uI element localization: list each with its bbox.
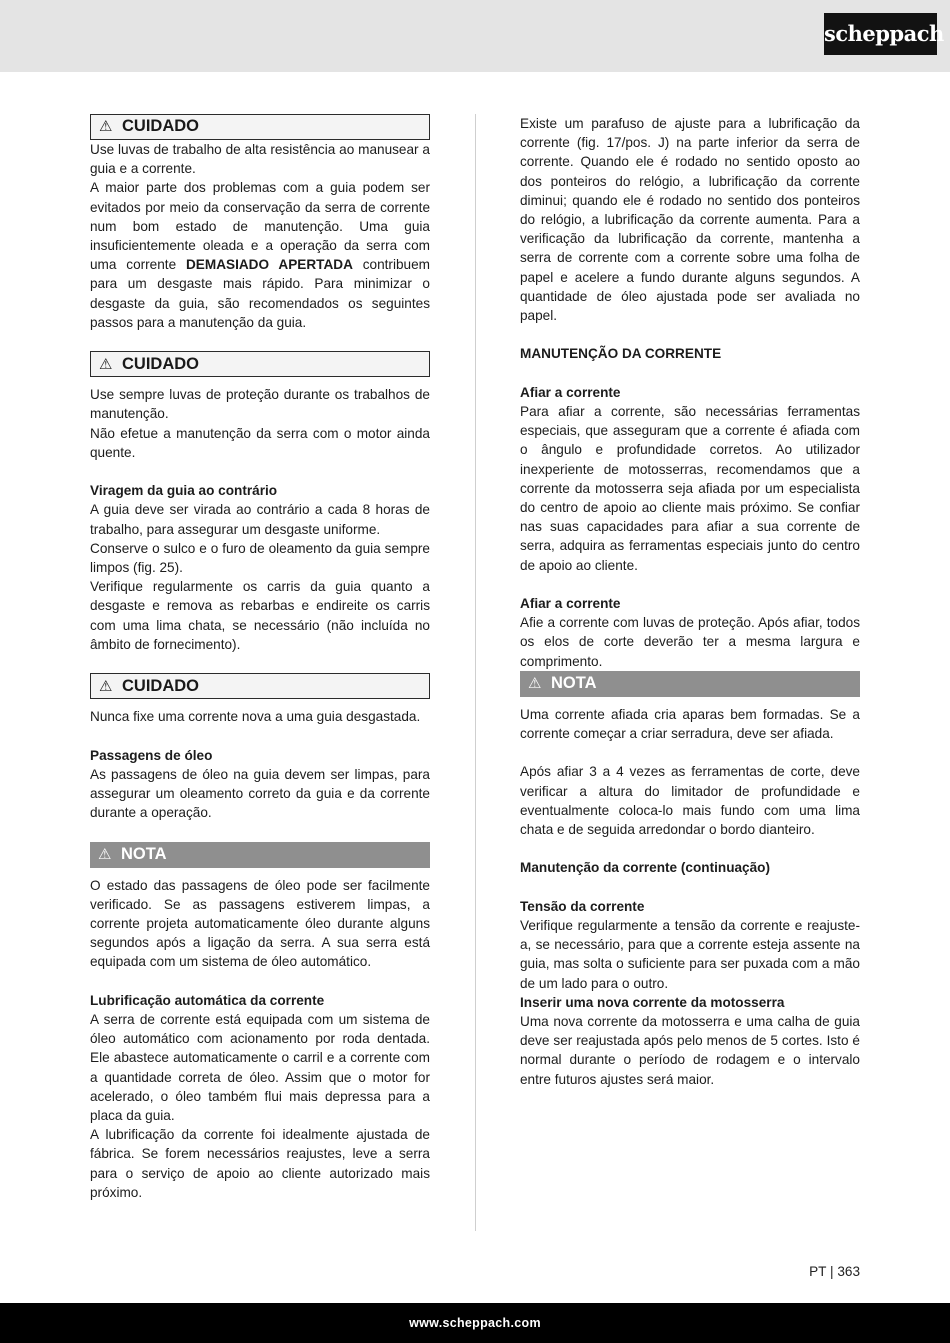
paragraph: Nunca fixe uma corrente nova a uma guia desgastada. — [90, 709, 421, 725]
note-label: NOTA — [121, 845, 167, 864]
note-label: NOTA — [551, 674, 597, 693]
note-box — [520, 671, 860, 697]
section-heading: Afiar a corrente — [520, 596, 621, 612]
section-heading: Passagens de óleo — [90, 747, 213, 763]
paragraph: Verifique regularmente a tensão da corrente e reajuste-a, se necessário, para que a corrente esteja assente na guia, mas solta o suficiente para ser puxada com a mão de um lado para o outro. — [520, 918, 860, 991]
column-divider — [475, 114, 476, 1231]
warning-triangle-icon: ⚠ — [99, 118, 113, 136]
note-box — [90, 842, 430, 868]
footer-band — [0, 1303, 950, 1343]
caution-label: CUIDADO — [122, 117, 199, 136]
warning-triangle-icon: ⚠ — [99, 677, 113, 695]
website-link[interactable]: www.scheppach.com — [409, 1316, 541, 1330]
paragraph: Existe um parafuso de ajuste para a lubrificação da corrente (fig. 17/pos. J) na parte inferior da serra de corrente. Quando ele é rodado no sentido oposto ao dos ponteiros do relógio, a lubrificação da corrente diminui; quando ele é rodado no sentido dos ponteiros do relógio, a lubrificação da corrente aumenta. Para a verificação da lubrificação da corrente, mantenha a serra de corrente com a corrente sobre uma folha de papel e acelere a fundo durante alguns segundos. A quantidade de óleo ajustada pode ser avaliada no papel. — [520, 116, 860, 324]
section-heading: Inserir uma nova corrente da motosserra — [520, 994, 785, 1010]
paragraph: Use luvas de trabalho de alta resistência ao manusear a guia e a corrente. — [90, 142, 430, 177]
right-column — [520, 114, 860, 1089]
left-column — [90, 114, 430, 1202]
caution-box — [90, 351, 430, 377]
section-heading: Tensão da corrente — [520, 898, 645, 914]
paragraph: As passagens de óleo na guia devem ser limpas, para assegurar um oleamento correto da guia e da corrente durante a operação. — [90, 766, 430, 821]
header-band — [0, 0, 950, 72]
section-heading: Manutenção da corrente (continuação) — [520, 860, 771, 876]
paragraph: Após afiar 3 a 4 vezes as ferramentas de corte, deve verificar a altura do limitador de profundidade e eventualmente coloca-lo mais fundo com uma lima chata e de seguida arredondar o bordo dianteiro. — [520, 764, 860, 838]
paragraph: Conserve o sulco e o furo de oleamento da guia sempre limpos (fig. 25). — [90, 540, 430, 576]
paragraph: A lubrificação da corrente foi idealmente ajustada de fábrica. Se forem necessários reajustes, leve a serra para o serviço de apoio ao cliente autorizado mais próximo. — [90, 1127, 430, 1200]
section-heading: Lubrificação automática da corrente — [90, 992, 325, 1008]
scheppach-logo: scheppach — [824, 13, 937, 55]
section-heading: MANUTENÇÃO DA CORRENTE — [520, 346, 722, 362]
paragraph: Não efetue a manutenção da serra com o motor ainda quente. — [90, 425, 430, 460]
paragraph: O estado das passagens de óleo pode ser facilmente verificado. Se as passagens estiverem limpas, a corrente projeta automaticamente óleo durante alguns segundos após a ligação da serra. A sua serra está equipada com um sistema de óleo automático. — [90, 877, 430, 970]
paragraph: A maior parte dos problemas com a guia podem ser evitados por meio da conservação da serra de corrente num bom estado de manutenção. Uma guia insuficientemente oleada e a operação da serra com uma corrente DEMASIADO APERTADA contribuem para um desgaste mais rápido. Para minimizar o desgaste da guia, são recomendados os seguintes passos para a manutenção da guia. — [90, 180, 430, 330]
caution-box — [90, 673, 430, 699]
paragraph: Afie a corrente com luvas de proteção. Após afiar, todos os elos de corte deverão ter a mesma largura e comprimento. — [520, 615, 860, 669]
warning-triangle-icon: ⚠ — [528, 675, 542, 693]
warning-triangle-icon: ⚠ — [98, 846, 112, 864]
paragraph: Uma corrente afiada cria aparas bem formadas. Se a corrente começar a criar serradura, deve ser afiada. — [520, 706, 860, 742]
paragraph: A guia deve ser virada ao contrário a cada 8 horas de trabalho, para assegurar um desgaste uniforme. — [90, 502, 430, 537]
section-heading: Afiar a corrente — [520, 384, 621, 400]
paragraph: Uma nova corrente da motosserra e uma calha de guia deve ser reajustada após pelo menos de 5 cortes. Isto é normal durante o período de rodagem e o intervalo entre futuros ajustes será maior. — [520, 1014, 860, 1087]
page-number: PT | 363 — [809, 1264, 860, 1279]
paragraph: Para afiar a corrente, são necessárias ferramentas especiais, que asseguram que a corrente é afiada com o ângulo e profundidade corretos. Ao utilizador inexperiente de motosserras, recomendamos que a corrente da motosserra seja afiada por um especialista do centro de apoio ao cliente mais próximo. Se confiar nas suas capacidades para afiar a sua corrente de serra, adquira as ferramentas especiais junto do centro de apoio ao cliente. — [520, 404, 860, 573]
caution-box — [90, 114, 430, 140]
emphasis: DEMASIADO APERTADA — [185, 257, 353, 273]
caution-label: CUIDADO — [122, 354, 199, 373]
paragraph: Verifique regularmente os carris da guia quanto a desgaste e remova as rebarbas e endireite os carris com uma lima chata, se necessário (não incluída no âmbito de fornecimento). — [90, 579, 430, 652]
paragraph: A serra de corrente está equipada com um sistema de óleo automático com acionamento por roda dentada. Ele abastece automaticamente o carril e a corrente com a quantidade correta de óleo. Assim que o motor for acelerado, o óleo também flui mais depressa para a placa da guia. — [90, 1012, 430, 1124]
warning-triangle-icon: ⚠ — [99, 355, 113, 373]
paragraph: Use sempre luvas de proteção durante os trabalhos de manutenção. — [90, 387, 430, 422]
caution-label: CUIDADO — [122, 676, 199, 695]
section-heading: Viragem da guia ao contrário — [90, 483, 278, 499]
